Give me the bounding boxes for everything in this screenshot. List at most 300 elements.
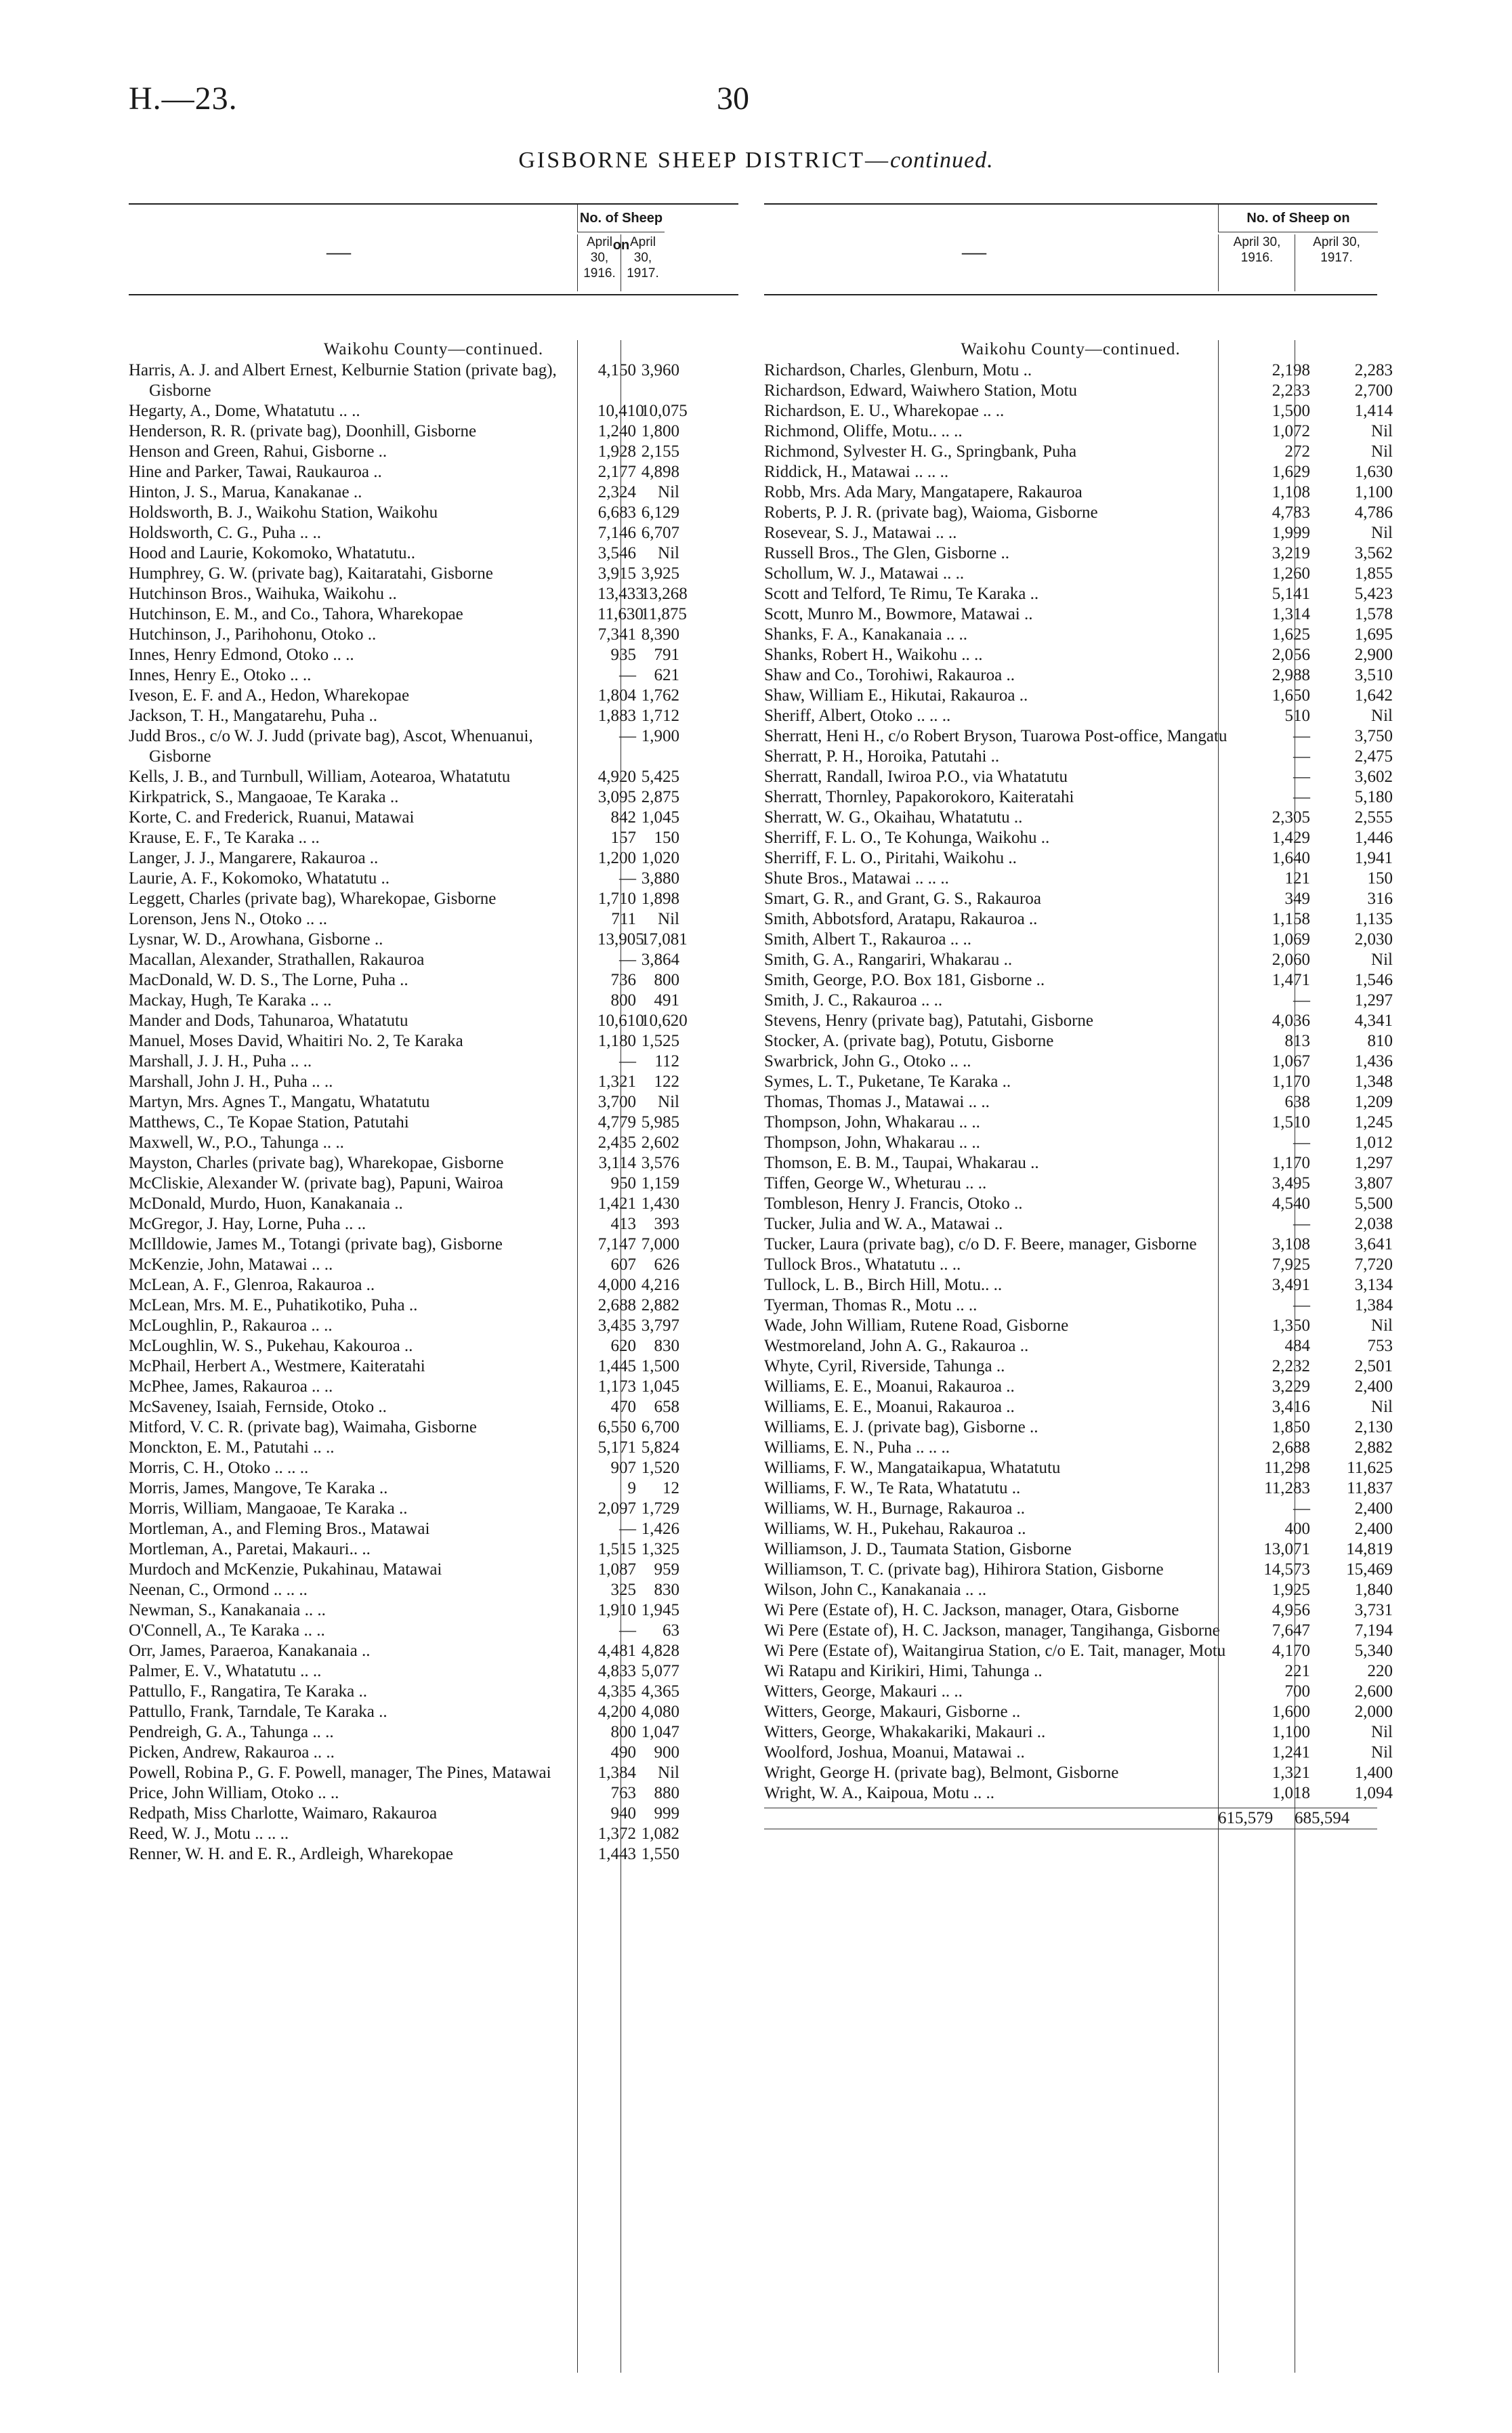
holder-name: Lysnar, W. D., Arowhana, Gisborne ..: [129, 930, 383, 949]
sheep-1916: 10,410: [597, 402, 644, 420]
table-row: [764, 1356, 1393, 1377]
page-id: H.—23.: [129, 81, 238, 117]
table-row: [129, 1031, 738, 1052]
sheep-1917: 1,712: [641, 707, 679, 725]
table-row: [129, 869, 738, 889]
table-row: [129, 1539, 738, 1560]
sheep-1916: 1,443: [597, 1845, 636, 1863]
table-row: [764, 1316, 1393, 1336]
sheep-1916: 1,240: [597, 422, 636, 440]
table-row: [129, 1112, 738, 1133]
left-col-rule: [577, 340, 578, 2373]
sheep-1916: 221: [1284, 1662, 1310, 1680]
sheep-1917: 3,960: [641, 361, 679, 379]
sheep-1917: 1,546: [1354, 971, 1393, 989]
sheep-1916: 4,956: [1272, 1601, 1310, 1619]
sheep-1916: 325: [610, 1581, 636, 1599]
table-row: [129, 1783, 738, 1804]
left-header-1916-label: April 30, 1916.: [583, 235, 616, 280]
sheep-1916: 1,260: [1272, 564, 1310, 583]
table-row: [129, 543, 738, 564]
sheep-1917: Nil: [1371, 442, 1393, 461]
holder-name: Picken, Andrew, Rakauroa .. ..: [129, 1743, 335, 1762]
sheep-1917: Nil: [658, 544, 679, 562]
sheep-1916: 349: [1284, 890, 1310, 908]
sheep-1916: 1,241: [1272, 1743, 1310, 1762]
table-row: [129, 482, 738, 503]
sheep-1917: Nil: [658, 483, 679, 501]
holder-name: Neenan, C., Ormond .. .. ..: [129, 1581, 308, 1599]
table-row: [764, 1438, 1393, 1458]
sheep-1917: 6,700: [641, 1418, 679, 1436]
sheep-1917: 15,469: [1346, 1560, 1393, 1579]
sheep-1916: 711: [611, 910, 636, 928]
table-row: [764, 1275, 1393, 1295]
sheep-1917: 5,077: [641, 1662, 679, 1680]
table-row: [129, 991, 738, 1011]
sheep-1917: 5,180: [1354, 788, 1393, 806]
sheep-1917: 7,720: [1354, 1255, 1393, 1274]
right-rows: [764, 360, 1393, 1804]
sheep-1917: 150: [654, 829, 679, 847]
table-row: [764, 1682, 1393, 1702]
table-row: [129, 442, 738, 462]
sheep-1917: 17,081: [641, 930, 688, 949]
sheep-1916: 1,429: [1272, 829, 1310, 847]
holder-name: Kells, J. B., and Turnbull, William, Aotearoa, Whatatutu: [129, 768, 511, 786]
holder-name: Palmer, E. V., Whatatutu .. ..: [129, 1662, 322, 1680]
sheep-1916: 6,550: [597, 1418, 636, 1436]
table-row: [129, 1194, 738, 1214]
sheep-1917: 10,075: [641, 402, 688, 420]
sheep-1917: 2,130: [1354, 1418, 1393, 1436]
table-row: [764, 503, 1393, 523]
sheep-1917: 1,840: [1354, 1581, 1393, 1599]
sheep-1916: 1,600: [1272, 1703, 1310, 1721]
table-row: [129, 726, 738, 767]
table-row: [129, 523, 738, 543]
sheep-1917: 1,762: [641, 686, 679, 705]
table-row: [764, 1641, 1393, 1661]
sheep-1917: 959: [654, 1560, 679, 1579]
holder-name: Maxwell, W., P.O., Tahunga .. ..: [129, 1134, 344, 1152]
holder-name: Price, John William, Otoko .. ..: [129, 1784, 339, 1802]
sheep-1916: 763: [610, 1784, 636, 1802]
sheep-1917: 2,000: [1354, 1703, 1393, 1721]
table-row: [129, 767, 738, 787]
holder-name: Scott and Telford, Te Rimu, Te Karaka ..: [764, 585, 1039, 603]
holder-name: Smart, G. R., and Grant, G. S., Rakauroa: [764, 890, 1041, 908]
holder-name: McKenzie, John, Matawai .. ..: [129, 1255, 333, 1274]
holder-name: Russell Bros., The Glen, Gisborne ..: [764, 544, 1010, 562]
sheep-1917: 3,731: [1354, 1601, 1393, 1619]
right-table-header: [764, 203, 1377, 295]
table-row: [129, 1763, 738, 1783]
sheep-1916: 7,341: [597, 625, 636, 644]
table-row: [764, 1621, 1393, 1641]
sheep-1916: 3,435: [597, 1316, 636, 1335]
holder-name: McLean, A. F., Glenroa, Rakauroa ..: [129, 1276, 375, 1294]
sheep-1916: 1,640: [1272, 849, 1310, 867]
holder-name: Monckton, E. M., Patutahi .. ..: [129, 1438, 335, 1457]
sheep-1916: 7,146: [597, 524, 636, 542]
holder-name: Krause, E. F., Te Karaka .. ..: [129, 829, 320, 847]
sheep-1916: 400: [1284, 1520, 1310, 1538]
sheep-1916: 510: [1284, 707, 1310, 725]
holder-name: Smith, J. C., Rakauroa .. ..: [764, 991, 943, 1010]
table-row: [764, 1173, 1393, 1194]
table-row: [764, 1255, 1393, 1275]
sheep-1916: 470: [610, 1398, 636, 1416]
sheep-1916: 11,630: [597, 605, 644, 623]
sheep-1917: 2,602: [641, 1134, 679, 1152]
sheep-1917: 1,159: [641, 1174, 679, 1192]
table-row: [129, 604, 738, 625]
sheep-1916: 4,920: [597, 768, 636, 786]
sheep-1917: 4,828: [641, 1642, 679, 1660]
sheep-1917: 4,080: [641, 1703, 679, 1721]
total-1916: 615,579: [1218, 1809, 1274, 1827]
table-row: [129, 1011, 738, 1031]
sheep-1916: 1,200: [597, 849, 636, 867]
sheep-1917: 3,134: [1354, 1276, 1393, 1294]
table-row: [764, 1722, 1393, 1743]
sheep-1916: 3,114: [598, 1154, 636, 1172]
sheep-1917: 393: [654, 1215, 679, 1233]
sheep-1916: 940: [610, 1804, 636, 1823]
sheep-1917: 4,898: [641, 463, 679, 481]
sheep-1916: 1,910: [597, 1601, 636, 1619]
sheep-1916: 7,647: [1272, 1621, 1310, 1640]
holder-name: Macallan, Alexander, Strathallen, Rakauroa: [129, 951, 425, 969]
sheep-1917: Nil: [1371, 951, 1393, 969]
sheep-1917: 1,436: [1354, 1052, 1393, 1070]
holder-name: Hegarty, A., Dome, Whatatutu .. ..: [129, 402, 360, 420]
holder-name: Tucker, Laura (private bag), c/o D. F. Beere, manager, Gisborne: [764, 1235, 1197, 1253]
right-header-dash: —: [962, 238, 986, 265]
holder-name: Matthews, C., Te Kopae Station, Patutahi: [129, 1113, 409, 1131]
table-row: [764, 1560, 1393, 1580]
sheep-1917: 1,100: [1354, 483, 1393, 501]
sheep-1916: 4,540: [1272, 1194, 1310, 1213]
sheep-1916: 700: [1284, 1682, 1310, 1701]
sheep-1917: 2,700: [1354, 381, 1393, 400]
table-row: [764, 1519, 1393, 1539]
sheep-1917: Nil: [658, 910, 679, 928]
holder-name: Holdsworth, B. J., Waikohu Station, Waikohu: [129, 503, 438, 522]
holder-name: Kirkpatrick, S., Mangaoae, Te Karaka ..: [129, 788, 399, 806]
right-table-body: [764, 340, 1393, 1829]
table-row: [129, 1641, 738, 1661]
table-row: [764, 1600, 1393, 1621]
holder-name: Langer, J. J., Mangarere, Rakauroa ..: [129, 849, 379, 867]
sheep-1916: 4,833: [597, 1662, 636, 1680]
holder-name: Manuel, Moses David, Whaitiri No. 2, Te Karaka: [129, 1032, 463, 1050]
holder-name: Humphrey, G. W. (private bag), Kaitaratahi, Gisborne: [129, 564, 493, 583]
sheep-1916: 638: [1284, 1093, 1310, 1111]
table-row: [764, 1499, 1393, 1519]
sheep-1916: 7,147: [597, 1235, 636, 1253]
sheep-1917: 3,807: [1354, 1174, 1393, 1192]
sheep-1916: 1,445: [597, 1357, 636, 1375]
sheep-1916: 1,471: [1272, 971, 1310, 989]
holder-name: Thompson, John, Whakarau .. ..: [764, 1113, 980, 1131]
holder-name: Tullock Bros., Whatatutu .. ..: [764, 1255, 961, 1274]
table-row: [129, 503, 738, 523]
holder-name: Sheriff, Albert, Otoko .. .. ..: [764, 707, 951, 725]
sheep-1917: 11,875: [641, 605, 687, 623]
table-row: [129, 686, 738, 706]
right-col-rule: [1218, 340, 1219, 2373]
sheep-1917: 2,600: [1354, 1682, 1393, 1701]
sheep-1917: 8,390: [641, 625, 679, 644]
sheep-1916: 1,928: [597, 442, 636, 461]
holder-name: Tyerman, Thomas R., Motu .. ..: [764, 1296, 978, 1314]
sheep-1916: 484: [1284, 1337, 1310, 1355]
sheep-1916: 2,688: [1272, 1438, 1310, 1457]
holder-name: Mander and Dods, Tahunaroa, Whatatutu: [129, 1012, 408, 1030]
sheep-1916: —: [619, 1052, 636, 1070]
table-row: [129, 828, 738, 848]
holder-name: Wi Pere (Estate of), H. C. Jackson, manager, Tangihanga, Gisborne: [764, 1621, 1220, 1640]
sheep-1916: 4,000: [597, 1276, 636, 1294]
table-row: [129, 889, 738, 909]
page-title: [0, 148, 1512, 173]
left-header-sheep: No. of Sheep on: [577, 205, 665, 232]
sheep-1917: 4,786: [1354, 503, 1393, 522]
holder-name: Leggett, Charles (private bag), Wharekopae, Gisborne: [129, 890, 497, 908]
sheep-1917: 3,641: [1354, 1235, 1393, 1253]
table-row: [764, 381, 1393, 401]
sheep-1916: —: [1293, 1296, 1310, 1314]
table-row: [764, 869, 1393, 889]
holder-name: Martyn, Mrs. Agnes T., Mangatu, Whatatutu: [129, 1093, 430, 1111]
sheep-1917: Nil: [658, 1764, 679, 1782]
table-row: [764, 991, 1393, 1011]
table-row: [764, 1153, 1393, 1173]
sheep-1917: Nil: [1371, 1398, 1393, 1416]
sheep-1916: 1,650: [1272, 686, 1310, 705]
sheep-1916: 800: [610, 1723, 636, 1741]
sheep-1917: 3,864: [641, 951, 679, 969]
sheep-1917: 1,020: [641, 849, 679, 867]
sheep-1916: 1,180: [597, 1032, 636, 1050]
sheep-1916: 1,072: [1272, 422, 1310, 440]
table-row: [129, 1478, 738, 1499]
left-header-1917-label: April 30, 1917.: [627, 235, 659, 280]
table-row: [764, 1743, 1393, 1763]
holder-name: Thomas, Thomas J., Matawai .. ..: [764, 1093, 990, 1111]
sheep-1916: —: [1293, 788, 1310, 806]
sheep-1917: 5,425: [641, 768, 679, 786]
sheep-1917: 753: [1367, 1337, 1393, 1355]
sheep-1917: 3,750: [1354, 727, 1393, 745]
holder-name: Richmond, Oliffe, Motu.. .. ..: [764, 422, 963, 440]
sheep-1916: 6,683: [597, 503, 636, 522]
table-row: [764, 950, 1393, 970]
sheep-1916: 1,158: [1272, 910, 1310, 928]
table-row: [764, 747, 1393, 767]
table-row: [129, 706, 738, 726]
table-row: [764, 1397, 1393, 1417]
sheep-1917: 11,837: [1347, 1479, 1393, 1497]
sheep-1917: 14,819: [1346, 1540, 1393, 1558]
sheep-1916: 3,491: [1272, 1276, 1310, 1294]
table-row: [129, 421, 738, 442]
sheep-1916: 4,481: [597, 1642, 636, 1660]
sheep-1917: 2,875: [641, 788, 679, 806]
holder-name: Sherratt, P. H., Horoika, Patutahi ..: [764, 747, 1000, 766]
holder-name: Morris, James, Mangove, Te Karaka ..: [129, 1479, 388, 1497]
sheep-1916: 157: [610, 829, 636, 847]
sheep-1916: 4,200: [597, 1703, 636, 1721]
sheep-1917: Nil: [1371, 524, 1393, 542]
holder-name: Williams, E. N., Puha .. .. ..: [764, 1438, 950, 1457]
table-row: [129, 970, 738, 991]
holder-name: Witters, George, Whakakariki, Makauri ..: [764, 1723, 1046, 1741]
table-row: [129, 564, 738, 584]
holder-name: Scott, Munro M., Bowmore, Matawai ..: [764, 605, 1033, 623]
holder-name: McPhail, Herbert A., Westmere, Kaiteratahi: [129, 1357, 425, 1375]
sheep-1917: 1,426: [641, 1520, 679, 1538]
holder-name: Mayston, Charles (private bag), Wharekopae, Gisborne: [129, 1154, 504, 1172]
sheep-1917: 830: [654, 1581, 679, 1599]
sheep-1917: 1,855: [1354, 564, 1393, 583]
table-row: [764, 848, 1393, 869]
sheep-1916: —: [619, 951, 636, 969]
sheep-1917: 1,941: [1354, 849, 1393, 867]
sheep-1917: 150: [1367, 869, 1393, 888]
sheep-1916: 3,495: [1272, 1174, 1310, 1192]
sheep-1917: 4,341: [1354, 1012, 1393, 1030]
table-row: [129, 584, 738, 604]
sheep-1917: 791: [654, 646, 679, 664]
table-row: [764, 726, 1393, 747]
sheep-1916: 3,700: [597, 1093, 636, 1111]
table-row: [764, 584, 1393, 604]
sheep-1917: 1,082: [641, 1825, 679, 1843]
holder-name: Reed, W. J., Motu .. .. ..: [129, 1825, 289, 1843]
holder-name: Pendreigh, G. A., Tahunga .. ..: [129, 1723, 334, 1741]
sheep-1916: 1,625: [1272, 625, 1310, 644]
holder-name: McLean, Mrs. M. E., Puhatikotiko, Puha ..: [129, 1296, 418, 1314]
table-row: [764, 1072, 1393, 1092]
sheep-1917: 1,695: [1354, 625, 1393, 644]
sheep-1916: 3,915: [597, 564, 636, 583]
sheep-1916: 3,219: [1272, 544, 1310, 562]
holder-name: Sherriff, F. L. O., Te Kohunga, Waikohu ..: [764, 829, 1050, 847]
table-row: [129, 848, 738, 869]
sheep-1916: 1,999: [1272, 524, 1310, 542]
sheep-1916: 1,629: [1272, 463, 1310, 481]
table-row: [129, 1316, 738, 1336]
holder-name: Stocker, A. (private bag), Potutu, Gisborne: [764, 1032, 1054, 1050]
sheep-1917: 3,510: [1354, 666, 1393, 684]
table-row: [129, 1560, 738, 1580]
table-row: [129, 1804, 738, 1824]
sheep-1917: 1,630: [1354, 463, 1393, 481]
sheep-1917: 1,800: [641, 422, 679, 440]
table-row: [129, 1580, 738, 1600]
table-row: [129, 1234, 738, 1255]
left-header-1916: [577, 234, 621, 291]
table-row: [764, 706, 1393, 726]
table-row: [764, 1092, 1393, 1112]
sheep-1916: 1,850: [1272, 1418, 1310, 1436]
sheep-1917: 3,880: [641, 869, 679, 888]
sheep-1917: 10,620: [641, 1012, 688, 1030]
sheep-1916: 813: [1284, 1032, 1310, 1050]
sheep-1917: 2,501: [1354, 1357, 1393, 1375]
table-row: [764, 1661, 1393, 1682]
sheep-1916: 1,100: [1272, 1723, 1310, 1741]
sheep-1917: 2,882: [641, 1296, 679, 1314]
table-row: [129, 950, 738, 970]
holder-name: Redpath, Miss Charlotte, Waimaro, Rakauroa: [129, 1804, 438, 1823]
sheep-1916: 1,421: [597, 1194, 636, 1213]
holder-name: Richmond, Sylvester H. G., Springbank, Puha: [764, 442, 1077, 461]
sheep-1917: 4,365: [641, 1682, 679, 1701]
table-row: [129, 909, 738, 930]
holder-name: Wi Pere (Estate of), H. C. Jackson, manager, Otara, Gisborne: [764, 1601, 1179, 1619]
holder-name: Smith, G. A., Rangariri, Whakarau ..: [764, 951, 1013, 969]
sheep-1917: Nil: [1371, 422, 1393, 440]
holder-name: Hutchinson, E. M., and Co., Tahora, Wharekopae: [129, 605, 463, 623]
sheep-1917: 491: [654, 991, 679, 1010]
holder-name: Morris, William, Mangaoae, Te Karaka ..: [129, 1499, 408, 1518]
table-row: [764, 767, 1393, 787]
holder-name: Williamson, T. C. (private bag), Hihirora Station, Gisborne: [764, 1560, 1164, 1579]
sheep-1916: 11,283: [1264, 1479, 1310, 1497]
sheep-1917: 626: [654, 1255, 679, 1274]
sheep-1916: 4,783: [1272, 503, 1310, 522]
holder-name: McCliskie, Alexander W. (private bag), Papuni, Wairoa: [129, 1174, 503, 1192]
table-row: [764, 1336, 1393, 1356]
sheep-1916: 2,097: [597, 1499, 636, 1518]
table-row: [129, 787, 738, 808]
table-row: [129, 1092, 738, 1112]
sheep-1916: —: [1293, 991, 1310, 1010]
table-row: [764, 421, 1393, 442]
table-row: [129, 1377, 738, 1397]
sheep-1917: 316: [1367, 890, 1393, 908]
holder-name: McIlldowie, James M., Totangi (private bag), Gisborne: [129, 1235, 503, 1253]
sheep-1916: —: [619, 869, 636, 888]
sheep-1916: 1,170: [1272, 1154, 1310, 1172]
sheep-1917: 5,500: [1354, 1194, 1393, 1213]
holder-name: McLoughlin, P., Rakauroa .. ..: [129, 1316, 333, 1335]
table-row: [129, 625, 738, 645]
sheep-1917: Nil: [1371, 1316, 1393, 1335]
title-main: GISBORNE SHEEP DISTRICT—: [518, 148, 891, 173]
holder-name: Powell, Robina P., G. F. Powell, manager, The Pines, Matawai: [129, 1764, 551, 1782]
sheep-1917: 5,985: [641, 1113, 679, 1131]
sheep-1917: 880: [654, 1784, 679, 1802]
right-header-sheep: No. of Sheep on: [1218, 205, 1378, 232]
table-row: [129, 1275, 738, 1295]
sheep-1916: 1,069: [1272, 930, 1310, 949]
left-rows: [129, 360, 738, 1865]
table-row: [129, 1214, 738, 1234]
holder-name: Wi Pere (Estate of), Waitangirua Station, c/o E. Tait, manager, Motu: [764, 1642, 1226, 1660]
sheep-1916: 620: [610, 1337, 636, 1355]
sheep-1917: 1,520: [641, 1459, 679, 1477]
sheep-1916: 3,229: [1272, 1377, 1310, 1396]
table-row: [764, 401, 1393, 421]
table-row: [764, 808, 1393, 828]
table-row: [764, 787, 1393, 808]
sheep-1916: 121: [1284, 869, 1310, 888]
